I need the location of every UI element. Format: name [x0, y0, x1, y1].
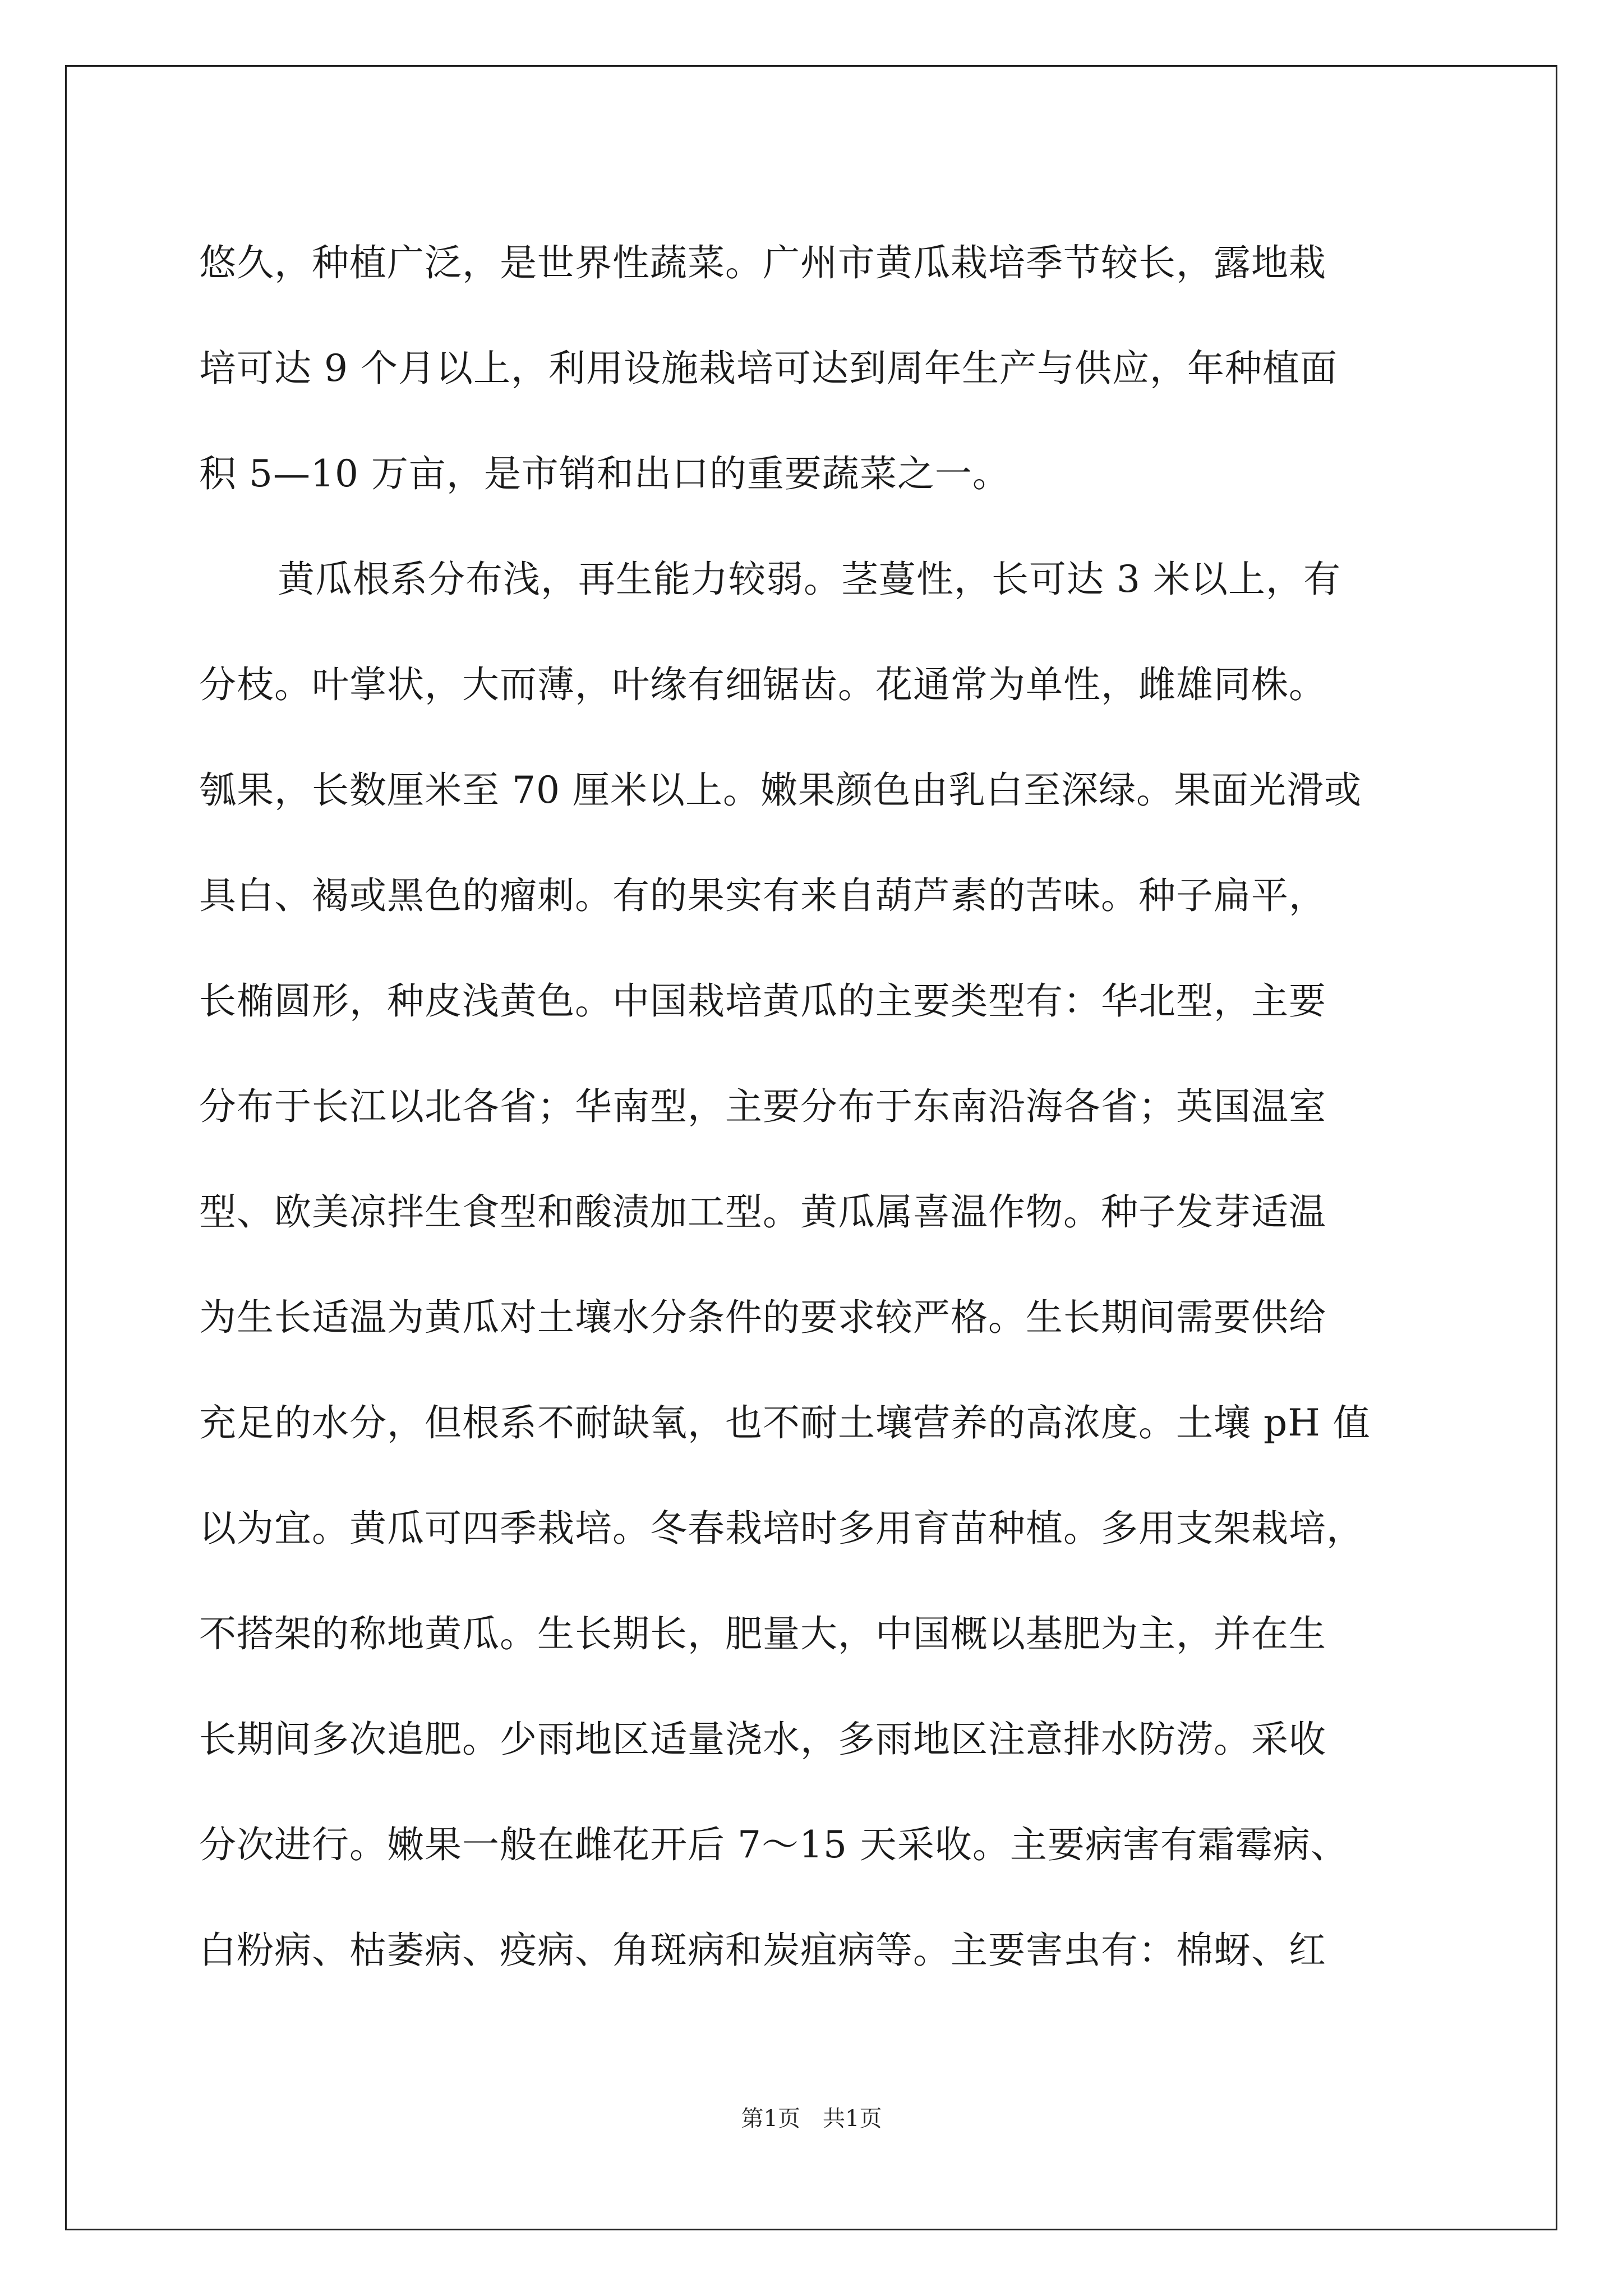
text-line: 瓠果，长数厘米至 70 厘米以上。嫩果颜色由乳白至深绿。果面光滑或 [199, 769, 1362, 812]
page-number-footer: 第1页 共1页 [741, 2106, 882, 2132]
text-line: 黄瓜根系分布浅，再生能力较弱。茎蔓性，长可达 3 米以上，有 [278, 558, 1341, 601]
text-line: 型、欧美凉拌生食型和酸渍加工型。黄瓜属喜温作物。种子发芽适温 [199, 1190, 1326, 1234]
text-line: 培可达 9 个月以上，利用设施栽培可达到周年生产与供应，年种植面 [199, 347, 1338, 390]
document-body [199, 210, 1453, 2003]
text-line: 不搭架的称地黄瓜。生长期长，肥量大，中国概以基肥为主，并在生 [199, 1612, 1326, 1655]
text-line: 长椭圆形，种皮浅黄色。中国栽培黄瓜的主要类型有：华北型，主要 [199, 979, 1326, 1023]
text-line: 具白、褐或黑色的瘤刺。有的果实有来自葫芦素的苦味。种子扁平， [199, 874, 1326, 917]
text-line: 分枝。叶掌状，大而薄，叶缘有细锯齿。花通常为单性，雌雄同株。 [199, 663, 1326, 706]
text-line: 分次进行。嫩果一般在雌花开后 7～15 天采收。主要病害有霜霉病、 [199, 1823, 1348, 1866]
text-line: 为生长适温为黄瓜对土壤水分条件的要求较严格。生长期间需要供给 [199, 1296, 1326, 1339]
text-line: 长期间多次追肥。少雨地区适量浇水，多雨地区注意排水防涝。采收 [199, 1718, 1326, 1761]
text-line: 积 5—10 万亩，是市销和出口的重要蔬菜之一。 [199, 452, 1010, 495]
text-line: 分布于长江以北各省；华南型，主要分布于东南沿海各省；英国温室 [199, 1085, 1326, 1128]
text-line: 以为宜。黄瓜可四季栽培。冬春栽培时多用育苗种植。多用支架栽培， [199, 1507, 1364, 1550]
text-line: 白粉病、枯萎病、疫病、角斑病和炭疽病等。主要害虫有：棉蚜、红 [199, 1929, 1326, 1972]
text-line: 悠久，种植广泛，是世界性蔬菜。广州市黄瓜栽培季节较长，露地栽 [199, 241, 1326, 284]
text-line: 充足的水分，但根系不耐缺氧，也不耐土壤营养的高浓度。土壤 pH 值 [199, 1401, 1371, 1444]
